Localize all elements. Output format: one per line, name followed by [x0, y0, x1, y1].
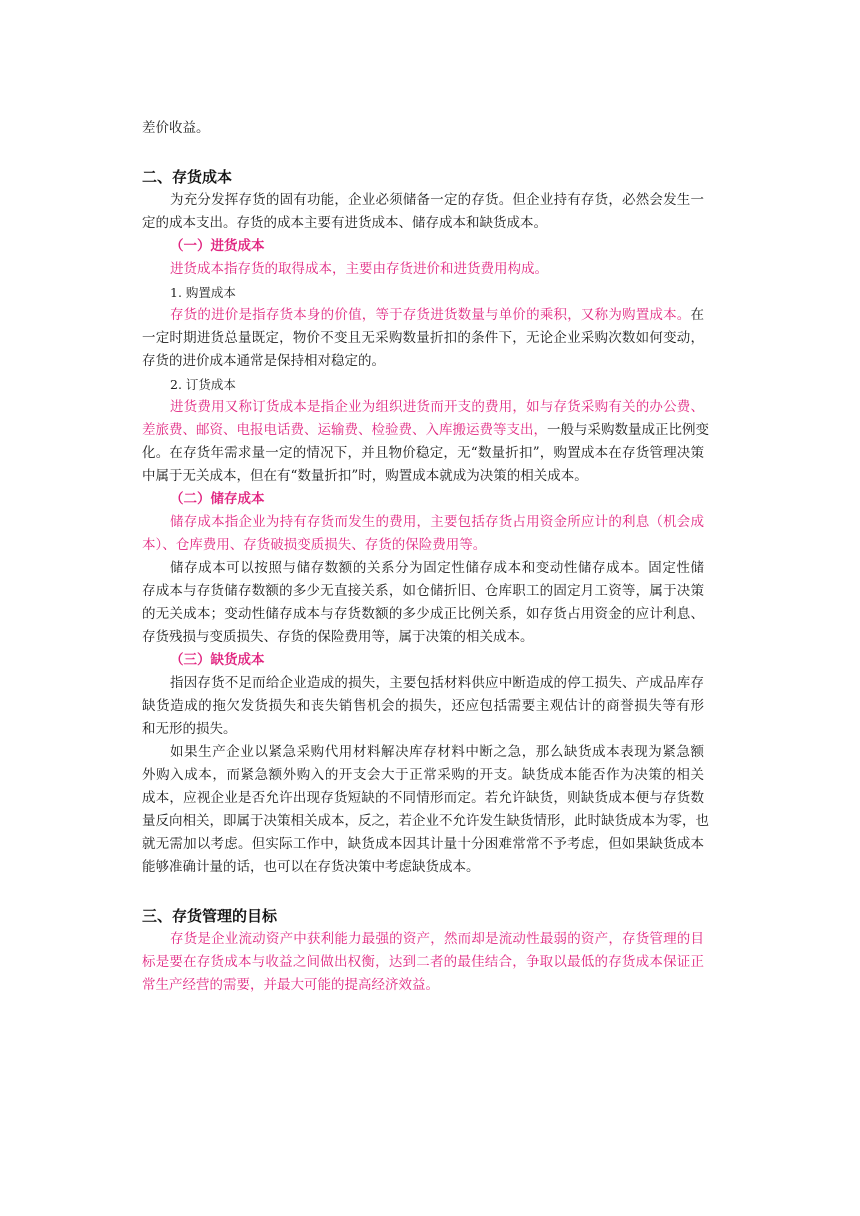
item-1-line-3: 存货的进价成本通常是保持相对稳定的。: [142, 353, 385, 369]
goal-line-2: 标是要在存货成本与收益之间做出权衡，达到二者的最佳结合，争取以最低的存货成本保证正: [142, 954, 704, 970]
storage-def-line-2: 本）、仓库费用、存货破损变质损失、存货的保险费用等。: [142, 537, 487, 553]
item-1-line-1: [170, 304, 704, 327]
storage-def-line-1: 储存成本指企业为持有存货而发生的费用，主要包括存货占用资金所应计的利息（机会成: [170, 514, 704, 530]
shortage-p2-line-5: 就无需加以考虑。但实际工作中，缺货成本因其计量十分困难常常不予考虑，但如果缺货成本: [142, 836, 704, 852]
item-1-line-2: 一定时期进货总量既定，物价不变且无采购数量折扣的条件下，无论企业采购次数如何变动，: [142, 330, 704, 346]
goal-line-1: 存货是企业流动资产中获利能力最强的资产，然而却是流动性最弱的资产，存货管理的目: [170, 931, 704, 947]
subsection-1-heading: （一）进货成本: [170, 238, 265, 254]
item-2-line-1: 进货费用又称订货成本是指企业为组织进货而开支的费用，如与存货采购有关的办公费、: [170, 399, 704, 415]
item-2-cont-text: 一般与采购数量成正比例变: [547, 422, 709, 438]
shortage-p2-line-3: 成本，应视企业是否允许出现存货短缺的不同情形而定。若允许缺货，则缺货成本便与存货数: [142, 790, 704, 806]
storage-line-4: 存货残损与变质损失、存货的保险费用等，属于决策的相关成本。: [142, 629, 534, 645]
section-2-heading: 二、存货成本: [142, 168, 233, 186]
shortage-p1-line-2: 缺货造成的拖欠发货损失和丧失销售机会的损失，还应包括需要主观估计的商誉损失等有形: [142, 698, 704, 714]
shortage-p2-line-6: 能够准确计量的话，也可以在存货决策中考虑缺货成本。: [142, 859, 480, 875]
storage-line-1: 储存成本可以按照与储存数额的关系分为固定性储存成本和变动性储存成本。固定性储: [170, 560, 704, 576]
item-1-cont-text: 在: [690, 307, 704, 323]
shortage-p1-line-3: 和无形的损失。: [142, 721, 237, 737]
item-1-heading: 1. 购置成本: [170, 285, 236, 300]
goal-line-3: 常生产经营的需要，并最大可能的提高经济效益。: [142, 977, 439, 993]
item-2-line-2: [142, 419, 709, 442]
item-2-heading: 2. 订货成本: [170, 377, 236, 392]
shortage-p1-line-1: 指因存货不足而给企业造成的损失，主要包括材料供应中断造成的停工损失、产成品库存: [170, 675, 704, 691]
purchase-cost-definition: 进货成本指存货的取得成本，主要由存货进价和进货费用构成。: [170, 261, 548, 277]
item-2-pink-text: 差旅费、邮资、电报电话费、运输费、检验费、入库搬运费等支出，: [142, 422, 547, 438]
intro-tail-text: 差价收益。: [142, 120, 210, 136]
storage-line-2: 存成本与存货储存数额的多少无直接关系，如仓储折旧、仓库职工的固定月工资等，属于决策: [142, 583, 704, 599]
subsection-2-heading: （二）储存成本: [170, 491, 265, 507]
subsection-3-heading: （三）缺货成本: [170, 652, 265, 668]
item-1-pink-text: 存货的进价是指存货本身的价值，等于存货进货数量与单价的乘积，又称为购置成本。: [170, 307, 691, 323]
item-2-line-3: 化。在存货年需求量一定的情况下，并且物价稳定，无“数量折扣”，购置成本在存货管理决策: [142, 445, 704, 461]
storage-line-3: 的无关成本；变动性储存成本与存货数额的多少成正比例关系，如存货占用资金的应计利息、: [142, 606, 704, 622]
shortage-p2-line-4: 量反向相关，即属于决策相关成本，反之，若企业不允许发生缺货情形，此时缺货成本为零，也: [142, 813, 709, 829]
item-2-line-4: 中属于无关成本，但在有“数量折扣”时，购置成本就成为决策的相关成本。: [142, 468, 588, 484]
sec2-intro-line-1: 为充分发挥存货的固有功能，企业必须储备一定的存货。但企业持有存货，必然会发生一: [170, 192, 704, 208]
sec2-intro-line-2: 定的成本支出。存货的成本主要有进货成本、储存成本和缺货成本。: [142, 215, 547, 231]
shortage-p2-line-2: 外购入成本，而紧急额外购入的开支会大于正常采购的开支。缺货成本能否作为决策的相关: [142, 767, 704, 783]
shortage-p2-line-1: 如果生产企业以紧急采购代用材料解决库存材料中断之急，那么缺货成本表现为紧急额: [170, 744, 704, 760]
section-3-heading: 三、存货管理的目标: [142, 907, 278, 925]
